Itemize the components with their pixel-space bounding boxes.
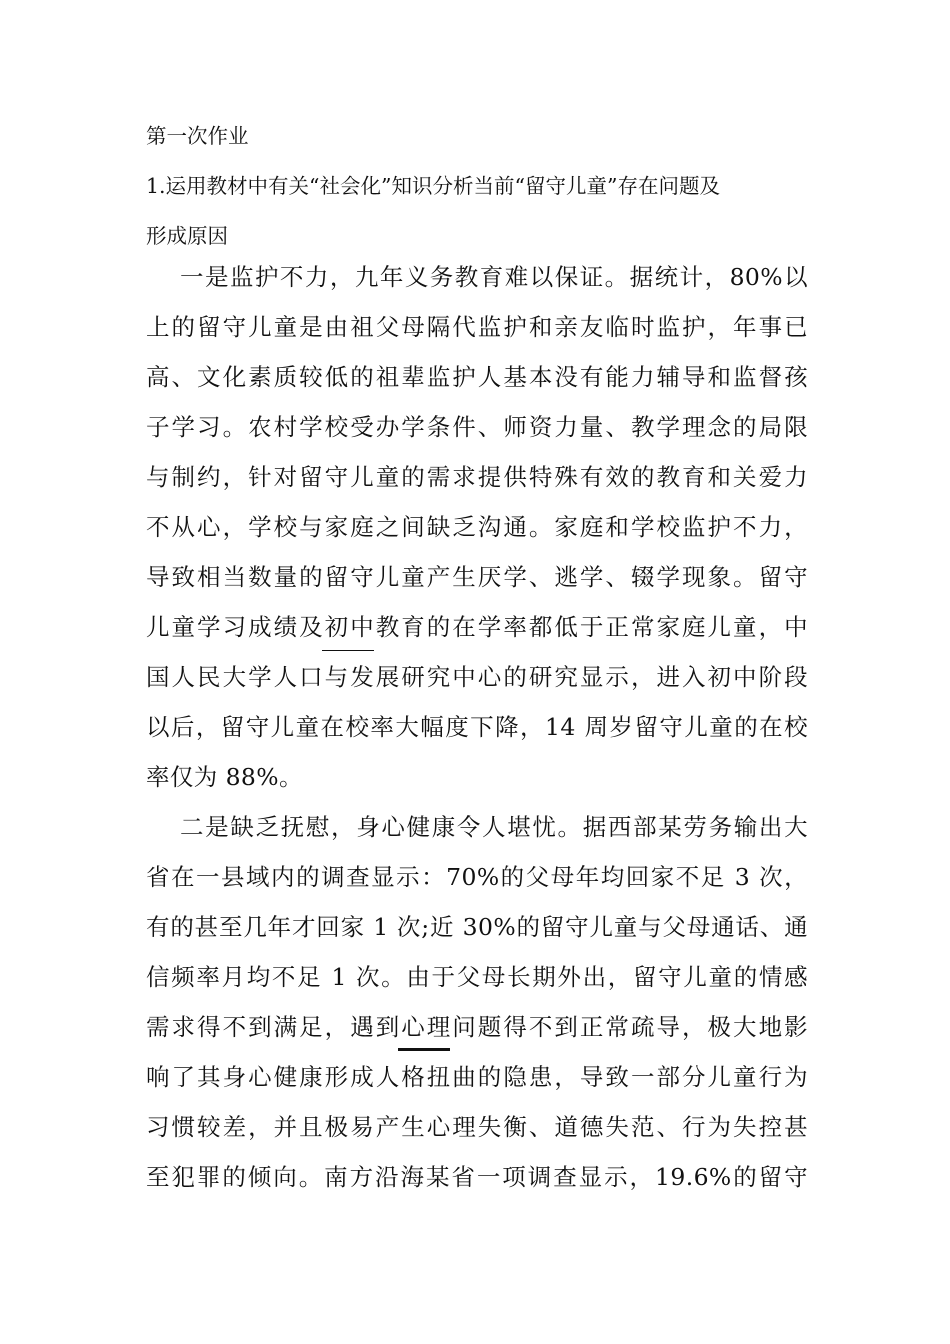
text-mark-line [322, 650, 374, 651]
paragraph-1-line: 子学习。农村学校受办学条件、师资力量、教学理念的局限 [146, 413, 808, 441]
paragraph-1-line: 与制约，针对留守儿童的需求提供特殊有效的教育和关爱力 [146, 463, 808, 491]
paragraph-1-line: 导致相当数量的留守儿童产生厌学、逃学、辍学现象。留守 [146, 563, 808, 591]
paragraph-2-line: 省在一县域内的调查显示：70%的父母年均回家不足 3 次， [146, 863, 808, 891]
paragraph-2-line: 习惯较差，并且极易产生心理失衡、道德失范、行为失控甚 [146, 1113, 808, 1141]
paragraph-2-line: 信频率月均不足 1 次。由于父母长期外出，留守儿童的情感 [146, 963, 808, 991]
paragraph-2 [146, 802, 808, 1202]
paragraph-2-line: 至犯罪的倾向。南方沿海某省一项调查显示，19.6%的留守 [146, 1163, 808, 1191]
question-line-2: 形成原因 [146, 224, 228, 248]
paragraph-1-line: 高、文化素质较低的祖辈监护人基本没有能力辅导和监督孩 [146, 363, 808, 391]
paragraph-1-line: 国人民大学人口与发展研究中心的研究显示，进入初中阶段 [146, 663, 808, 691]
paragraph-2-line: 有的甚至几年才回家 1 次;近 30%的留守儿童与父母通话、通 [146, 913, 808, 941]
paragraph-1-line: 上的留守儿童是由祖父母隔代监护和亲友临时监护，年事已 [146, 313, 808, 341]
document-title: 第一次作业 [146, 124, 249, 148]
paragraph-1-line: 以后，留守儿童在校率大幅度下降，14 周岁留守儿童的在校 [146, 713, 808, 741]
paragraph-2-line: 需求得不到满足，遇到心理问题得不到正常疏导，极大地影 [146, 1013, 808, 1041]
paragraph-1-line: 儿童学习成绩及初中教育的在学率都低于正常家庭儿童，中 [146, 613, 808, 641]
paragraph-1-line: 一是监护不力，九年义务教育难以保证。据统计，80%以 [180, 263, 808, 291]
paragraph-2-line: 二是缺乏抚慰，身心健康令人堪忧。据西部某劳务输出大 [180, 813, 808, 841]
paragraph-2-line: 响了其身心健康形成人格扭曲的隐患，导致一部分儿童行为 [146, 1063, 808, 1091]
paragraph-1-line: 率仅为 88%。 [146, 763, 303, 791]
paragraph-1-line: 不从心，学校与家庭之间缺乏沟通。家庭和学校监护不力， [146, 513, 808, 541]
question-line-1: 1.运用教材中有关“社会化”知识分析当前“留守儿童”存在问题及 [146, 174, 720, 198]
paragraph-1 [146, 252, 808, 802]
text-mark-line [398, 1048, 450, 1051]
